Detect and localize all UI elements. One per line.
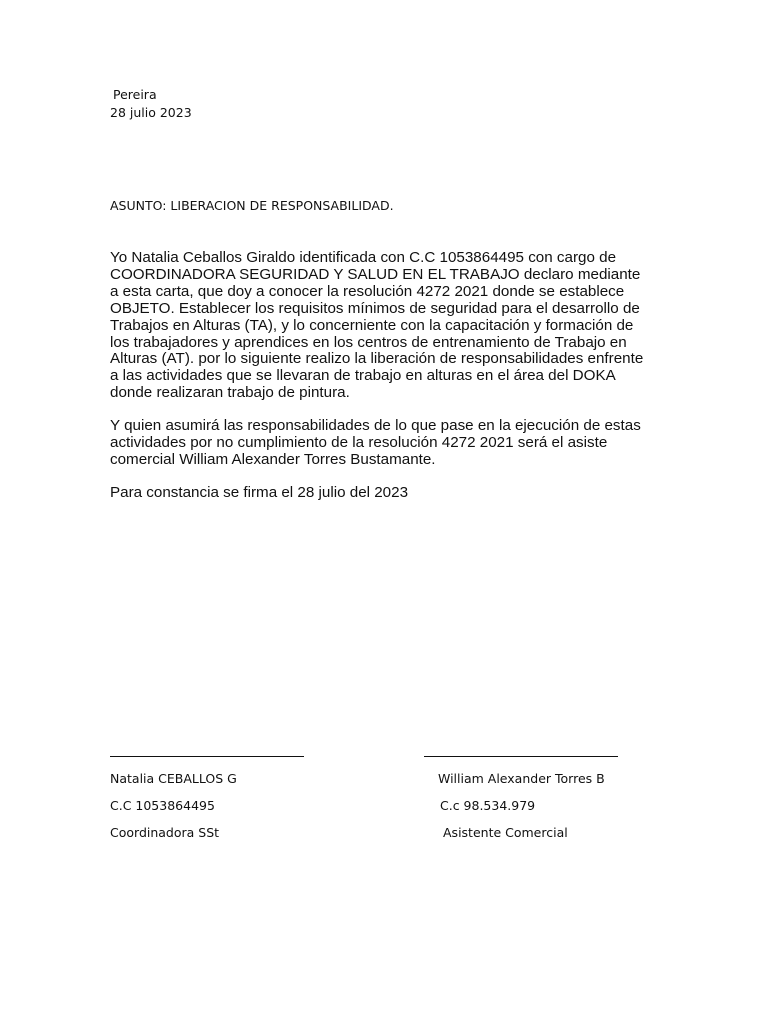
signature-line-left xyxy=(110,756,304,757)
signer-right-id: C.c 98.534.979 xyxy=(440,798,536,813)
paragraph-1-line: OBJETO. Establecer los requisitos mínimos de seguridad para el desarrollo de xyxy=(110,299,640,317)
paragraph-1-line: COORDINADORA SEGURIDAD Y SALUD EN EL TRABAJO declaro mediante xyxy=(110,265,641,283)
paragraph-2-line: comercial William Alexander Torres Bustamante. xyxy=(110,450,436,468)
letter-date: 28 julio 2023 xyxy=(110,105,192,120)
paragraph-1-line: a las actividades que se llevaran de trabajo en alturas en el área del DOKA xyxy=(110,367,616,385)
closing-line: Para constancia se firma el 28 julio del 2023 xyxy=(110,484,409,501)
paragraph-1-line: Trabajos en Alturas (TA), y lo concerniente con la capacitación y formación de xyxy=(110,316,634,334)
paragraph-2-line: Y quien asumirá las responsabilidades de lo que pase en la ejecución de estas xyxy=(110,417,641,434)
paragraph-3 xyxy=(110,485,670,502)
city: Pereira xyxy=(113,87,157,102)
paragraph-1-line: a esta carta, que doy a conocer la resolución 4272 2021 donde se establece xyxy=(110,282,625,300)
paragraph-2-line: actividades por no cumplimiento de la resolución 4272 2021 será el asiste xyxy=(110,433,608,451)
signer-left-id: C.C 1053864495 xyxy=(110,798,215,813)
signer-right-role: Asistente Comercial xyxy=(443,825,568,840)
signer-left-role: Coordinadora SSt xyxy=(110,825,220,840)
paragraph-1-line: Yo Natalia Ceballos Giraldo identificada con C.C 1053864495 con cargo de xyxy=(110,249,617,266)
signer-right-name: William Alexander Torres B xyxy=(438,771,605,786)
signer-left-name: Natalia CEBALLOS G xyxy=(110,771,237,786)
paragraph-1-line: Alturas (AT). por lo siguiente realizo la liberación de responsabilidades enfrente xyxy=(110,350,644,368)
paragraph-1 xyxy=(110,250,670,402)
paragraph-1-line: los trabajadores y aprendices en los centros de entrenamiento de Trabajo en xyxy=(110,333,627,351)
paragraph-1-line: donde realizaran trabajo de pintura. xyxy=(110,384,350,402)
signature-line-right xyxy=(424,756,618,757)
paragraph-2 xyxy=(110,418,670,469)
subject-line: ASUNTO: LIBERACION DE RESPONSABILIDAD. xyxy=(110,198,394,213)
